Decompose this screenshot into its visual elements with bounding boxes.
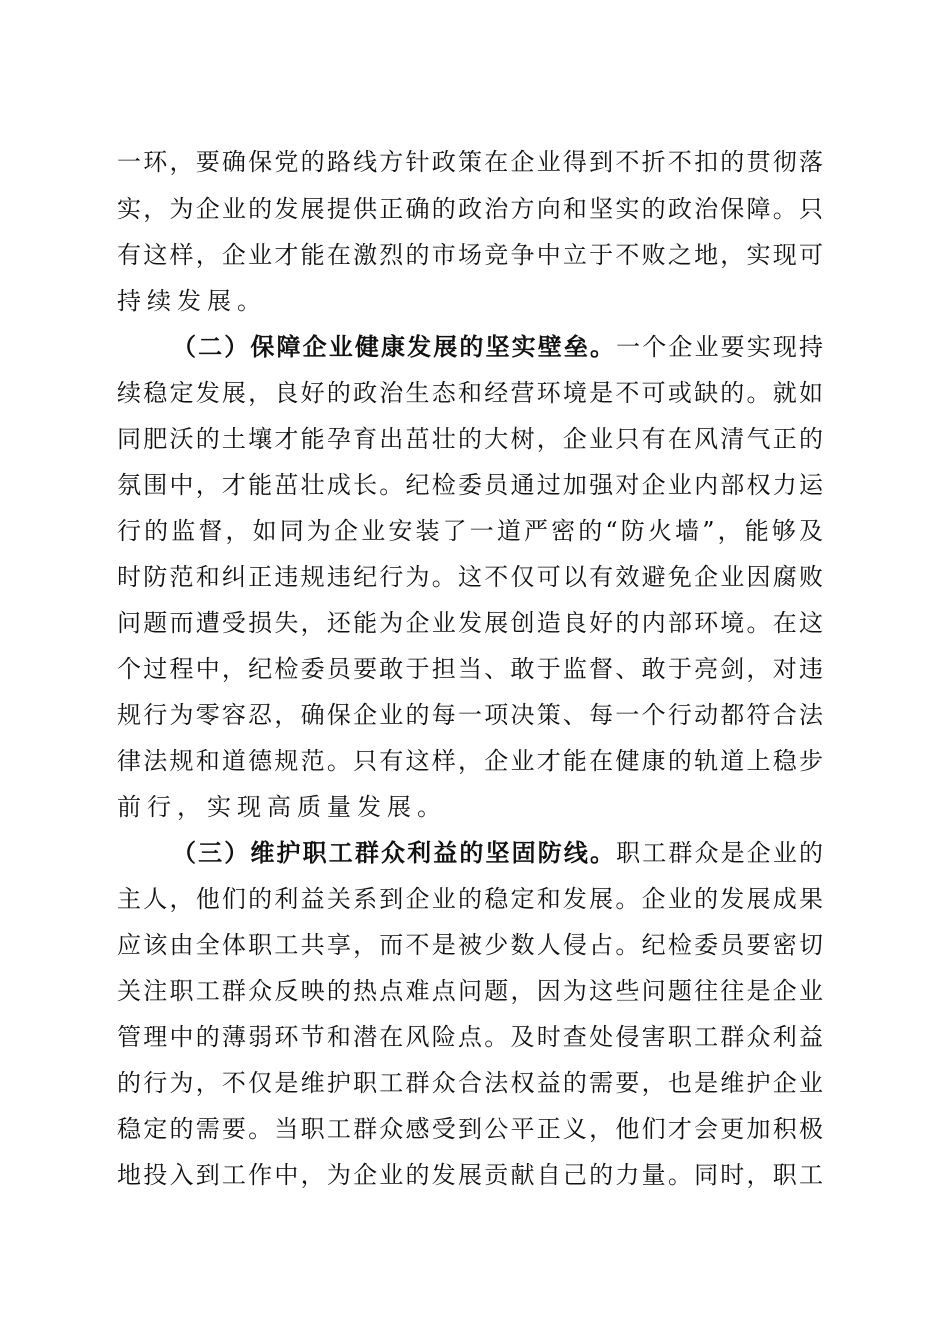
text-line: 稳定的需要。当职工群众感受到公平正义，他们才会更加积极 — [117, 1115, 823, 1143]
text-line: 问题而遭受损失，还能为企业发展创造良好的内部环境。在这 — [117, 609, 823, 637]
section-2-first-line — [172, 328, 823, 366]
text-line: 行的监督，如同为企业安装了一道严密的“防火墙”，能够及 — [117, 517, 823, 545]
text-line: 主人，他们的利益关系到企业的稳定和发展。企业的发展成果 — [117, 885, 823, 913]
text-line: 应该由全体职工共享，而不是被少数人侵占。纪检委员要密切 — [117, 931, 823, 959]
text-line: 律法规和道德规范。只有这样，企业才能在健康的轨道上稳步 — [117, 747, 823, 775]
section-3-heading: （三）维护职工群众利益的坚固防线。 — [172, 838, 617, 867]
section-2-heading: （二）保障企业健康发展的坚实壁垒。 — [172, 332, 617, 361]
text-line: 续稳定发展，良好的政治生态和经营环境是不可或缺的。就如 — [117, 379, 823, 407]
text-line: 有这样，企业才能在激烈的市场竞争中立于不败之地，实现可 — [117, 241, 823, 269]
text-line: 规行为零容忍，确保企业的每一项决策、每一个行动都符合法 — [117, 701, 823, 729]
text-line: 一环，要确保党的路线方针政策在企业得到不折不扣的贯彻落 — [117, 148, 823, 176]
text-line: 关注职工群众反映的热点难点问题，因为这些问题往往是企业 — [117, 977, 823, 1005]
text-line: 持续发展。 — [117, 287, 267, 315]
text-line: 前行，实现高质量发展。 — [117, 793, 447, 821]
text-line: 地投入到工作中，为企业的发展贡献自己的力量。同时，职工 — [117, 1161, 823, 1189]
section-3-first-line — [172, 834, 823, 872]
text-line: 同肥沃的土壤才能孕育出茁壮的大树，企业只有在风清气正的 — [117, 425, 823, 453]
section-3-first-line-text: 职工群众是企业的 — [616, 839, 823, 867]
section-2-first-line-text: 一个企业要实现持 — [616, 333, 823, 361]
text-line: 管理中的薄弱环节和潜在风险点。及时查处侵害职工群众利益 — [117, 1023, 823, 1051]
text-line: 的行为，不仅是维护职工群众合法权益的需要，也是维护企业 — [117, 1069, 823, 1097]
text-line: 实，为企业的发展提供正确的政治方向和坚实的政治保障。只 — [117, 195, 823, 223]
text-line: 时防范和纠正违规违纪行为。这不仅可以有效避免企业因腐败 — [117, 563, 823, 591]
text-line: 个过程中，纪检委员要敢于担当、敢于监督、敢于亮剑，对违 — [117, 655, 823, 683]
text-line: 氛围中，才能茁壮成长。纪检委员通过加强对企业内部权力运 — [117, 471, 823, 499]
